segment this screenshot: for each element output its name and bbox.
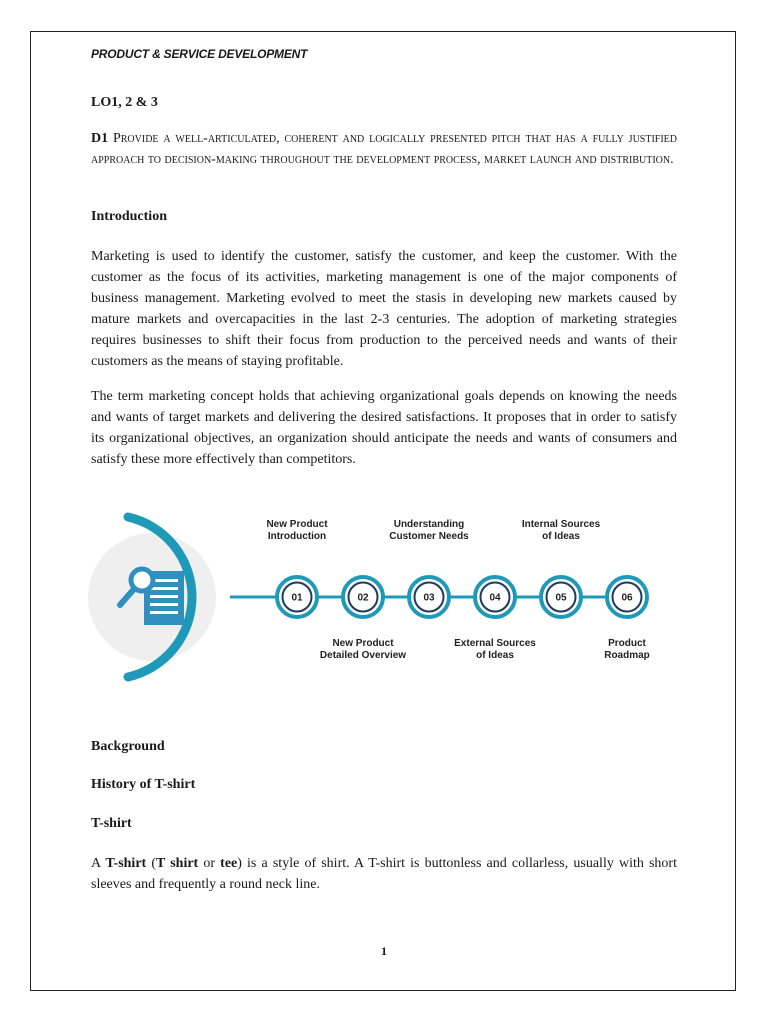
intro-paragraph-1: Marketing is used to identify the customer, satisfy the customer, and keep the customer. With the customer as the focus of its activities, marketing management is one of the major components of business management. Marketing evolved to meet the stasis in developing new markets caused by mature markets and overcapacities in the last 2-3 centuries. The adoption of marketing strategies requires businesses to shift their focus from production to the perceived needs and wants of their customers as the means of staying profitable.: [91, 249, 677, 369]
step-label-line2: of Ideas: [542, 531, 580, 542]
diagram-step-01: [266, 519, 328, 617]
product-development-diagram: [80, 505, 680, 690]
tshirt-term-3: tee: [220, 856, 238, 871]
d1-criterion: [91, 128, 677, 170]
step-label-line2: Customer Needs: [389, 531, 469, 542]
step-label-line2: Detailed Overview: [319, 650, 407, 661]
d1-text: Provide a well-articulated, coherent and logically presented pitch that has a fully justified approach to decision-making throughout the development process, market launch and distribution.: [91, 131, 678, 167]
diagram-step-06: [604, 577, 650, 661]
step-label-line2: Roadmap: [604, 650, 650, 661]
learning-outcome-heading: LO1, 2 & 3: [91, 95, 158, 110]
diagram-steps: [266, 519, 649, 661]
tshirt-term-2: T shirt: [156, 856, 199, 871]
tshirt-text-a: A: [91, 856, 106, 871]
step-label-line1: Understanding: [393, 519, 465, 530]
step-number: 03: [423, 592, 435, 604]
history-heading: History of T-shirt: [91, 777, 196, 792]
diagram-step-05: [522, 519, 601, 617]
tshirt-paragraph: [91, 853, 677, 895]
step-number: 01: [291, 592, 303, 604]
diagram-step-03: [389, 519, 469, 617]
step-label-line1: Internal Sources: [521, 519, 601, 530]
diagram-step-02: [320, 577, 406, 661]
diagram-step-04: [454, 577, 536, 661]
d1-label: D1: [91, 131, 109, 146]
step-number: 06: [621, 592, 633, 604]
tshirt-text-or: or: [198, 856, 221, 871]
tshirt-term-1: T-shirt: [105, 856, 147, 871]
step-number: 04: [489, 592, 501, 604]
step-label-line2: of Ideas: [476, 650, 514, 661]
tshirt-text-open: (: [146, 856, 156, 871]
step-number: 05: [555, 592, 567, 604]
intro-paragraph-2: The term marketing concept holds that achieving organizational goals depends on knowing the needs and wants of target markets and delivering the desired satisfactions. It proposes that in order to satisfy its organizational objectives, an organization should anticipate the needs and wants of consumers and satisfy these more effectively than competitors.: [91, 389, 677, 467]
step-label-line1: External Sources: [454, 638, 536, 649]
background-heading: Background: [91, 739, 165, 754]
tshirt-text-rest: ) is a style of shirt. A T-shirt is buttonless and collarless, usually with short sleeves and frequently a round neck line.: [91, 856, 677, 892]
step-label-line1: New Product: [332, 638, 394, 649]
step-label-line1: Product: [608, 638, 646, 649]
step-label-line1: New Product: [266, 519, 328, 530]
step-label-line2: Introduction: [267, 531, 327, 542]
tshirt-heading: T-shirt: [91, 816, 132, 831]
step-number: 02: [357, 592, 369, 604]
introduction-heading: Introduction: [91, 209, 167, 224]
page-number: 1: [381, 944, 387, 958]
running-header: PRODUCT & SERVICE DEVELOPMENT: [91, 47, 308, 61]
